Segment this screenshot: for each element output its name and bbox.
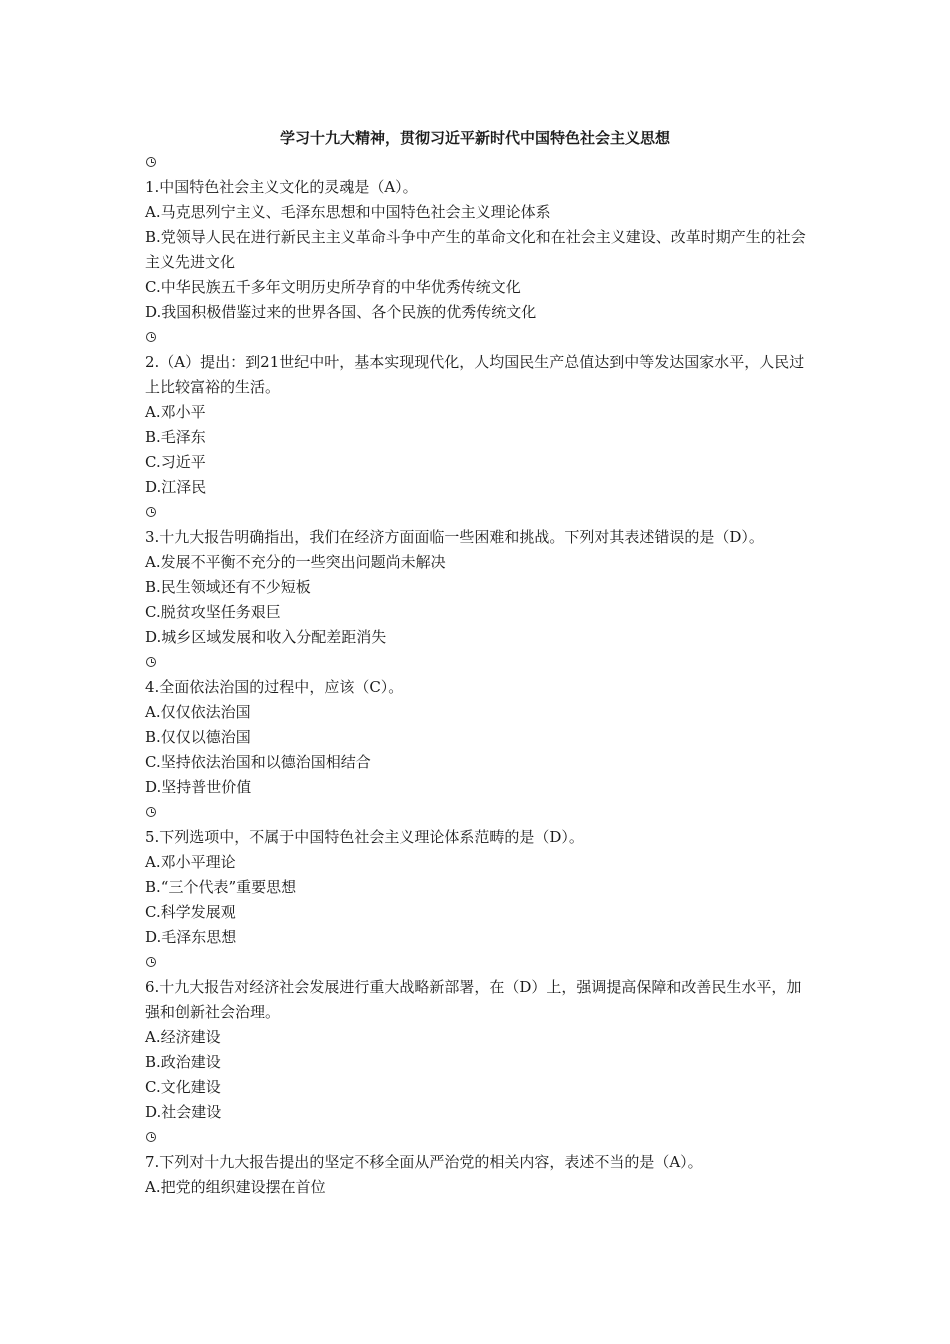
question-marker xyxy=(145,650,810,675)
question-stem: 7.下列对十九大报告提出的坚定不移全面从严治党的相关内容，表述不当的是（A）。 xyxy=(145,1153,703,1171)
question-marker xyxy=(145,950,810,975)
question-marker xyxy=(145,500,810,525)
answer-option: D.坚持普世价值 xyxy=(145,778,252,796)
answer-option: C.文化建设 xyxy=(145,1078,221,1096)
question-stem: 6.十九大报告对经济社会发展进行重大战略新部署，在（D）上，强调提高保障和改善民生水平，加强和创新社会治理。 xyxy=(145,978,802,1021)
answer-option: B.政治建设 xyxy=(145,1053,221,1071)
question-stem: 3.十九大报告明确指出，我们在经济方面面临一些困难和挑战。下列对其表述错误的是（D）。 xyxy=(145,528,764,546)
answer-option: C.科学发展观 xyxy=(145,903,236,921)
answer-option: A.经济建设 xyxy=(145,1028,221,1046)
question-stem: 4.全面依法治国的过程中，应该（C）。 xyxy=(145,678,404,696)
question-marker xyxy=(145,325,810,350)
answer-option: B.“三个代表”重要思想 xyxy=(145,878,297,896)
answer-option: D.毛泽东思想 xyxy=(145,928,237,946)
document-title: 学习十九大精神，贯彻习近平新时代中国特色社会主义思想 xyxy=(279,129,670,147)
answer-option: C.中华民族五千多年文明历史所孕育的中华优秀传统文化 xyxy=(145,278,521,296)
answer-option: D.城乡区域发展和收入分配差距消失 xyxy=(145,628,387,646)
answer-option: B.民生领域还有不少短板 xyxy=(145,578,311,596)
question-marker xyxy=(145,1125,810,1150)
question-stem: 5.下列选项中，不属于中国特色社会主义理论体系范畴的是（D）。 xyxy=(145,828,584,846)
answer-option: C.坚持依法治国和以德治国相结合 xyxy=(145,753,371,771)
answer-option: A.邓小平理论 xyxy=(145,853,236,871)
answer-option: A.邓小平 xyxy=(145,403,206,421)
answer-option: A.发展不平衡不充分的一些突出问题尚未解决 xyxy=(145,553,446,571)
clock-icon xyxy=(146,657,156,667)
clock-icon xyxy=(146,1132,156,1142)
clock-icon xyxy=(146,507,156,517)
answer-option: D.江泽民 xyxy=(145,478,207,496)
answer-option: B.党领导人民在进行新民主主义革命斗争中产生的革命文化和在社会主义建设、改革时期产生的社会主义先进文化 xyxy=(145,228,806,271)
answer-option: C.脱贫攻坚任务艰巨 xyxy=(145,603,281,621)
answer-option: B.仅仅以德治国 xyxy=(145,728,251,746)
question-stem: 2.（A）提出：到21世纪中叶，基本实现现代化，人均国民生产总值达到中等发达国家水平，人民过上比较富裕的生活。 xyxy=(145,353,805,396)
clock-icon xyxy=(146,332,156,342)
clock-icon xyxy=(146,157,156,167)
question-marker xyxy=(145,150,810,175)
answer-option: D.我国积极借鉴过来的世界各国、各个民族的优秀传统文化 xyxy=(145,303,537,321)
answer-option: C.习近平 xyxy=(145,453,206,471)
answer-option: A.仅仅依法治国 xyxy=(145,703,251,721)
answer-option: D.社会建设 xyxy=(145,1103,222,1121)
answer-option: B.毛泽东 xyxy=(145,428,206,446)
question-stem: 1.中国特色社会主义文化的灵魂是（A）。 xyxy=(145,178,418,196)
clock-icon xyxy=(146,807,156,817)
clock-icon xyxy=(146,957,156,967)
answer-option: A.马克思列宁主义、毛泽东思想和中国特色社会主义理论体系 xyxy=(145,203,551,221)
question-marker xyxy=(145,800,810,825)
question-list xyxy=(145,150,810,1200)
answer-option: A.把党的组织建设摆在首位 xyxy=(145,1178,326,1196)
